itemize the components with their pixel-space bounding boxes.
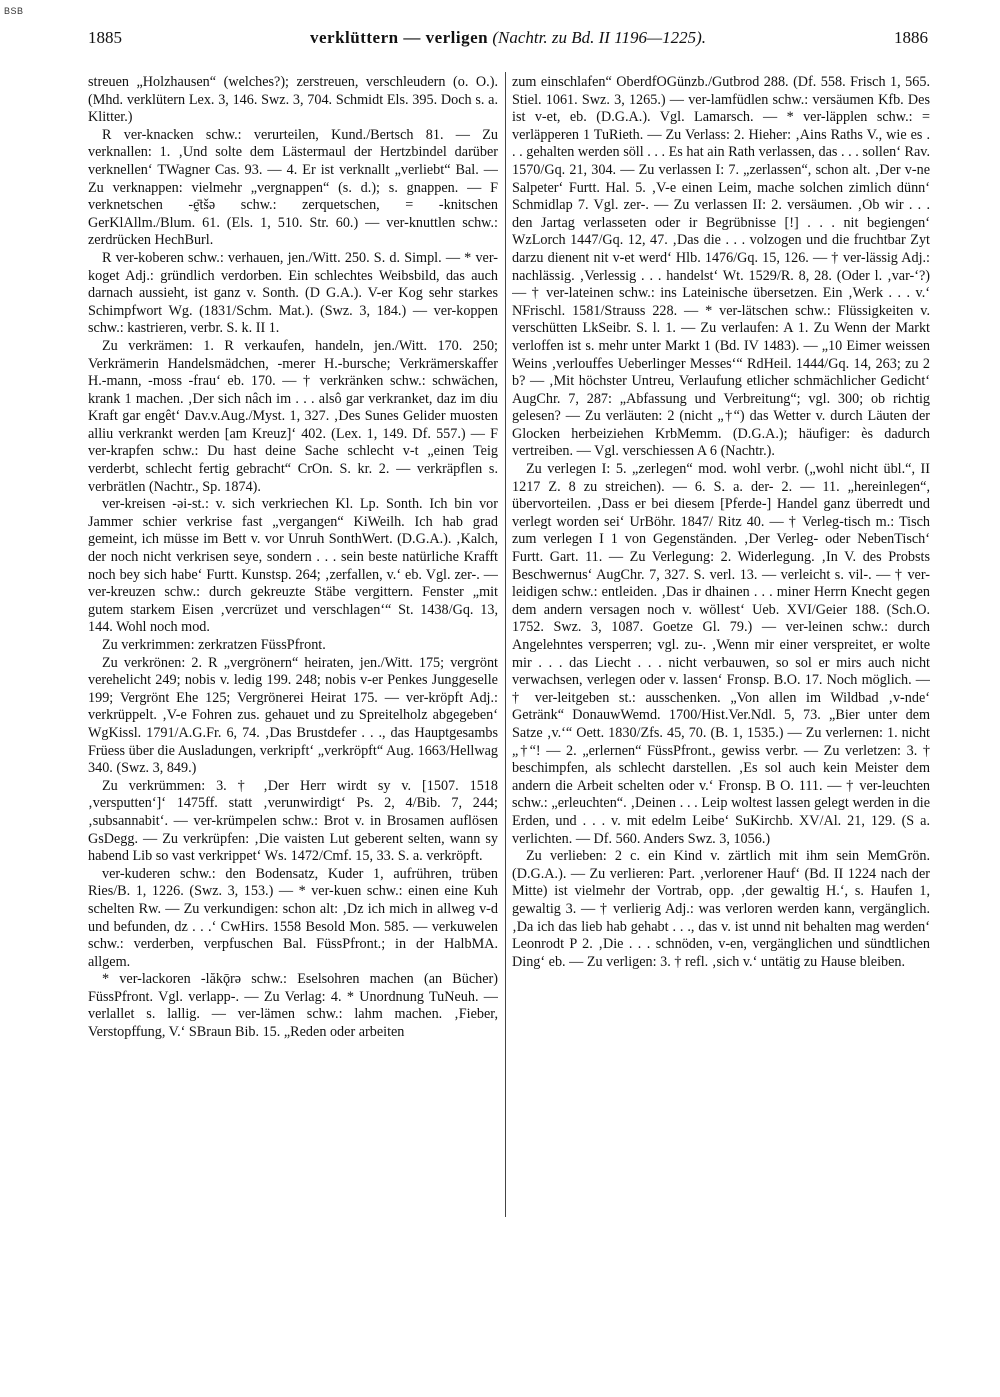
library-logo: BSB xyxy=(4,6,24,16)
entry-paragraph: Zu verlegen I: 5. „zerlegen“ mod. wohl verbr. („wohl nicht übl.“, II 1217 Z. 8 zu streichen). — 6. S. a. der- 2. — 11. „hereinlegen“, übervorteilen. ‚Dass er bei diesem [Pferde-] Handel ganz überredt und verlegt worden sei‘ UrBöhr. 1847/ Ritz 40. — † Verleg-tisch m.: Tisch zum verlegen I 1 von Gegenständen. ‚Der Verleg- oder NebenTisch‘ Furtt. Gart. 11. — Zu Verlegung: 2. Widerlegung. ‚In V. des Probsts Beschwernus‘ AugChr. 7, 327. S. verl. 13. — verleicht s. vil-. — † ver-leidigen schw.: entleiden. ‚Das ir dhainen . . . miner Herrn Knecht gegen dem andern versagen noch v. wöllest‘ Ueb. XVI/Geier 188. (Sch.O. 1752. Swz. 3, 1087. Goetze Gl. 79.) — ver-leinen schw.: durch Angelehntes versperren; vgl. zu-. ‚Wenn mir einer verspreitet, er wolte mir . . . das Liecht . . . nicht verbauwen, so sol er mirs auch nicht verwachsen, verlegen oder v. lassen‘ Fronsp. B.O. 17. Noch möglich. — † ver-leitgeben st.: ausschenken. „Von allen im Wildbad ‚v-nde‘ Getränk“ DonauwWemd. 1700/Hist.Ver.Ndl. 5, 73. „Bier unter dem Satze ‚v.‘“ Oett. 1830/Zfs. 45, 70. (B. 1, 1535.) — Zu verlernen: 1. nicht „†“! — 2. „erlernen“ FüssPfront., gewiss verbr. — Zu verletzen: 3. † beschimpfen, als schlecht darstellen. ‚Es sol auch kein Meister dem andern die Arbeit schelten oder v.‘ Fronsp. B O. 111. — † ver-leuchten schw.: „erleuchten“. ‚Deinen . . . Leip woltest lassen gelegt werden in die Erden, und . . . v. mit edelm Leibe‘ SuKirchb. XV/Al. 21, 129. (S a. verlichten. — Df. 560. Anders Swz. 3, 1056.) xyxy=(512,461,930,847)
running-reference: (Nachtr. zu Bd. II 1196—1225). xyxy=(492,28,706,47)
running-headword: verklüttern — verligen xyxy=(310,28,489,47)
left-column xyxy=(88,74,498,1374)
entry-paragraph: Zu verkrimmen: zerkratzen FüssPfront. xyxy=(102,637,326,653)
entry-paragraph: Zu verkrämen: 1. R verkaufen, handeln, jen./Witt. 170. 250; Verkrämerin Handelsmädchen, -merer H.-bursche; Verkrämerskaffer H.-mann, -moss -frau‘ eb. 170. — † verkränken schw.: schwächen, krank 1 machen. ‚Der sich nâch im . . . alsô gar verkranket, daz im diu Kraft gar engêt‘ Dav.v.Aug./Myst. 1, 327. ‚Des Sunes Gelider muosten alliu verkrankt werden [am Kreuz]‘ 402. (Lex. 1, 149. Df. 557.) — F ver-krapfen schw.: Du hast deine Sache schlecht v-t „einen Teig verderbt, schlecht fertig gebracht“ CrOn. S. kr. 2. — verkräpflen s. verbrätlen (Nachtr., Sp. 1874). xyxy=(88,337,498,495)
entry-paragraph: ver-kreisen -əi-st.: v. sich verkriechen Kl. Lp. Sonth. Ich bin vor Jammer schier verkrise fast „vergangen“ KiWeilh. Ich hab grad gemeint, ich müsse im Bett v. vor Unruh SonthWert. (D.G.A.). ‚Kalch, der noch nicht verkrisen seye, sondern . . . sein beste natürliche Krafft noch bey sich habe‘ Furtt. Kunstsp. 264; ‚zerfallen, v.‘ eb. Vgl. zer-. — ver-kreuzen schw.: durch gekreuzte Stäbe vergittern. Fenster „mit gutem starkem Eisen ‚vercrüzet und verschlagen‘“ St. 1438/Gq. 13, 144. Wohl noch mod. xyxy=(88,496,498,636)
entry-paragraph: R ver-knacken schw.: verurteilen, Kund./Bertsch 81. — Zu verknallen: 1. ‚Und solte dem Lästermaul der Hertzbindel darüber verknellen‘ TWagner Cas. 93. — 4. Er ist verknallt „verliebt“ Bal. — Zu verknappen: vielmehr „vergnappen“ (s. d.); s. gnappen. — F verknetschen -ḛ̄tšə schw.: zerquetschen, = -knitschen GerKlAllm./Blum. 61. (Els. 1, 510. Str. 60.) — ver-knuttlen schw.: zerdrücken HechBurl. xyxy=(88,126,498,249)
column-divider xyxy=(505,72,506,1217)
entry-paragraph: Zu verkrümmen: 3. † ‚Der Herr wirdt sy v. [1507. 1518 ‚versputten‘]‘ 1475ff. statt ‚verunwirdigt‘ Ps. 2, 4/Bib. 7, 244; ‚subsannabit‘. — ver-krümpelen schw.: Brot v. in Brosamen auflösen GsDegg. — Zu verkrüpfen: ‚Die vaisten Lut geberent selten, wann sy habend Lib so vast verkrippet‘ Ws. 1472/Cmf. 15, 33. S. a. verkröpft. xyxy=(88,777,498,865)
entry-paragraph: R ver-koberen schw.: verhauen, jen./Witt. 250. S. d. Simpl. — * ver-koget Adj.: gründlich verdorben. Ein schlechtes Weibsbild, das auch darnach aussieht, ist ganz v. Sonth. (D G.A.). V-er Kog sehr starkes Schimpfwort Wg. (1831/Schm. Mat.). (Swz. 3, 184.) — ver-koppen schw.: kastrieren, verbr. S. k. II 1. xyxy=(88,249,498,337)
entry-paragraph: zum einschlafen“ OberdfOGünzb./Gutbrod 288. (Df. 558. Frisch 1, 565. Stiel. 1061. Swz. 3, 1265.) — ver-lamfüdlen schw.: versäumen Kfb. Des ist v-et, eb. (D.G.A.). Vgl. Lamarsch. — * ver-läpplen schw.: = verläpperen 1 TuRieth. — Zu Verlass: 2. Hieher: ‚Ains Raths V., wie es . . . gehalten werden söll . . . Es hat ain Rath verlassen, das . . . sollen‘ Rav. 1570/Gq. 21, 304. — Zu verlassen I: 7. „zerlassen“, schon alt. ‚Der v-ne Salpeter‘ Furtt. Hal. 5. ‚V-e einen Leim, mache solchen zimlich dünn‘ Schmidlap 7. Vgl. zer-. — Zu verlassen II: 2. versäumen. ‚Ob wir . . . den Jartag verlasseten oder ir Begrübnisse [!] . . . nit begiengen‘ WzLorch 1447/Gq. 12, 47. ‚Das die . . . volzogen und die fruchtbar Zyt darzu dienent nit v-et werd‘ Hlb. 1476/Gq. 15, 126. — † ver-lässig Adj.: nachlässig. ‚Verlessig . . . handelst‘ Wt. 1529/R. 8, 28. (Oder l. ‚var-‘?) — † ver-lateinen schw.: ins Lateinische übersetzen. Ein ‚Werk . . . v.‘ NFrischl. 1581/Strauss 228. — * ver-lätschen schw.: Flüssigkeiten v. verschütten LkSeibr. S. l. 1. — Zu verlaufen: A 1. Zu Wenn der Markt verloffen ist s. mehr unter Markt 1 (Bd. IV 1483). — „10 Eimer weissen Weins ‚verlouffes Ueberlinger Messes‘“ RdHeil. 1444/Gq. 14, 263; zu 2 b? — ‚Mit höchster Untreu, Verlaufung etlicher schmächlicher Gedicht‘ AugChr. 7, 287: „Abfassung und Verbreitung“; vgl. 300; ob richtig gelesen? — Zu verläuten: 2 (nicht „†“) das Wetter v. durch Läuten der Glocken herbeiziehen KrbMemm. (D.G.A.); häufiger: ès dadurch vertreiben. — Vgl. verschiessen A 6 (Nachtr.). xyxy=(512,74,930,460)
entry-paragraph: Zu verlieben: 2 c. ein Kind v. zärtlich mit ihm sein MemGrön. (D.G.A.). — Zu verlieren: Part. ‚verlorener Hauf‘ (Bd. II 1224 nach der Mitte) ist vielmehr der Vortrab, opp. ‚der gewaltig H.‘, s. Haufen 1, gewaltig 3. — † verlierig Adj.: was verloren werden kann, vergänglich. ‚Da ich das lieb hab gehabt . . ., das v. ist unnd nit behalten mag werden‘ Leonrodt P 2. ‚Die . . . schnöden, v-en, vergänglichen und sündtlichen Ding‘ eb. — Zu verligen: 3. † refl. ‚sich v.‘ untätig zu Hause bleiben. xyxy=(512,848,930,970)
entry-paragraph: ver-kuderen schw.: den Bodensatz, Kuder 1, aufrühren, trüben Ries/B. 1, 1226. (Swz. 3, 153.) — * ver-kuen schw.: einen eine Kuh schelten Rw. — Zu verkundigen: schon alt: ‚Dz ich mich in allweg v-d und befunden, dz . . .‘ CwHirs. 1558 Besold Mon. 585. — verkuwelen schw.: verderben, verpfuschen Bal. FüssPfront.; in der HalbMA. allgem. xyxy=(88,865,498,970)
page-number-right: 1886 xyxy=(894,28,928,47)
running-title xyxy=(88,28,928,48)
entry-paragraph: streuen „Holzhausen“ (welches?); zerstreuen, verschleudern (o. O.). (Mhd. verklütern Lex. 3, 146. Swz. 3, 704. Schmidt Els. 395. Doch s. a. Klitter.) xyxy=(88,74,498,126)
entry-paragraph: Zu verkrönen: 2. R „vergrönern“ heiraten, jen./Witt. 175; vergrönt verehelicht 249; nobis v. ledig 199. 248; nobis v-er Penkes Junggeselle 199; Vergrönt Ehe 125; Vergrönerei Heirat 175. — ver-kröpft Adj.: verkrüppelt. ‚V-e Fohren zus. gehauet und zu Spreitelholz abgegeben‘ WgKissl. 1791/A.G.Fr. 6, 74. ‚Das Brustdefer . . ., das Hauptgesambs Früess über die Ausladungen, verkripft‘ „verkröpft“ Aug. 1663/Hellwag 340. (Swz. 3, 849.) xyxy=(88,654,498,777)
right-column xyxy=(512,74,930,1374)
page-number-left: 1885 xyxy=(88,28,122,47)
entry-paragraph: * ver-lackoren -lăkǭrə schw.: Eselsohren machen (an Bücher) FüssPfront. Vgl. verlapp-. — Zu Verlag: 4. * Unordnung TuNeuh. — verlallet s. lallig. — ver-lämen schw.: lahm machen. ‚Fieber, Verstopffung, V.‘ SBraun Bib. 15. „Reden oder arbeiten xyxy=(88,971,498,1041)
page-header xyxy=(88,28,928,54)
